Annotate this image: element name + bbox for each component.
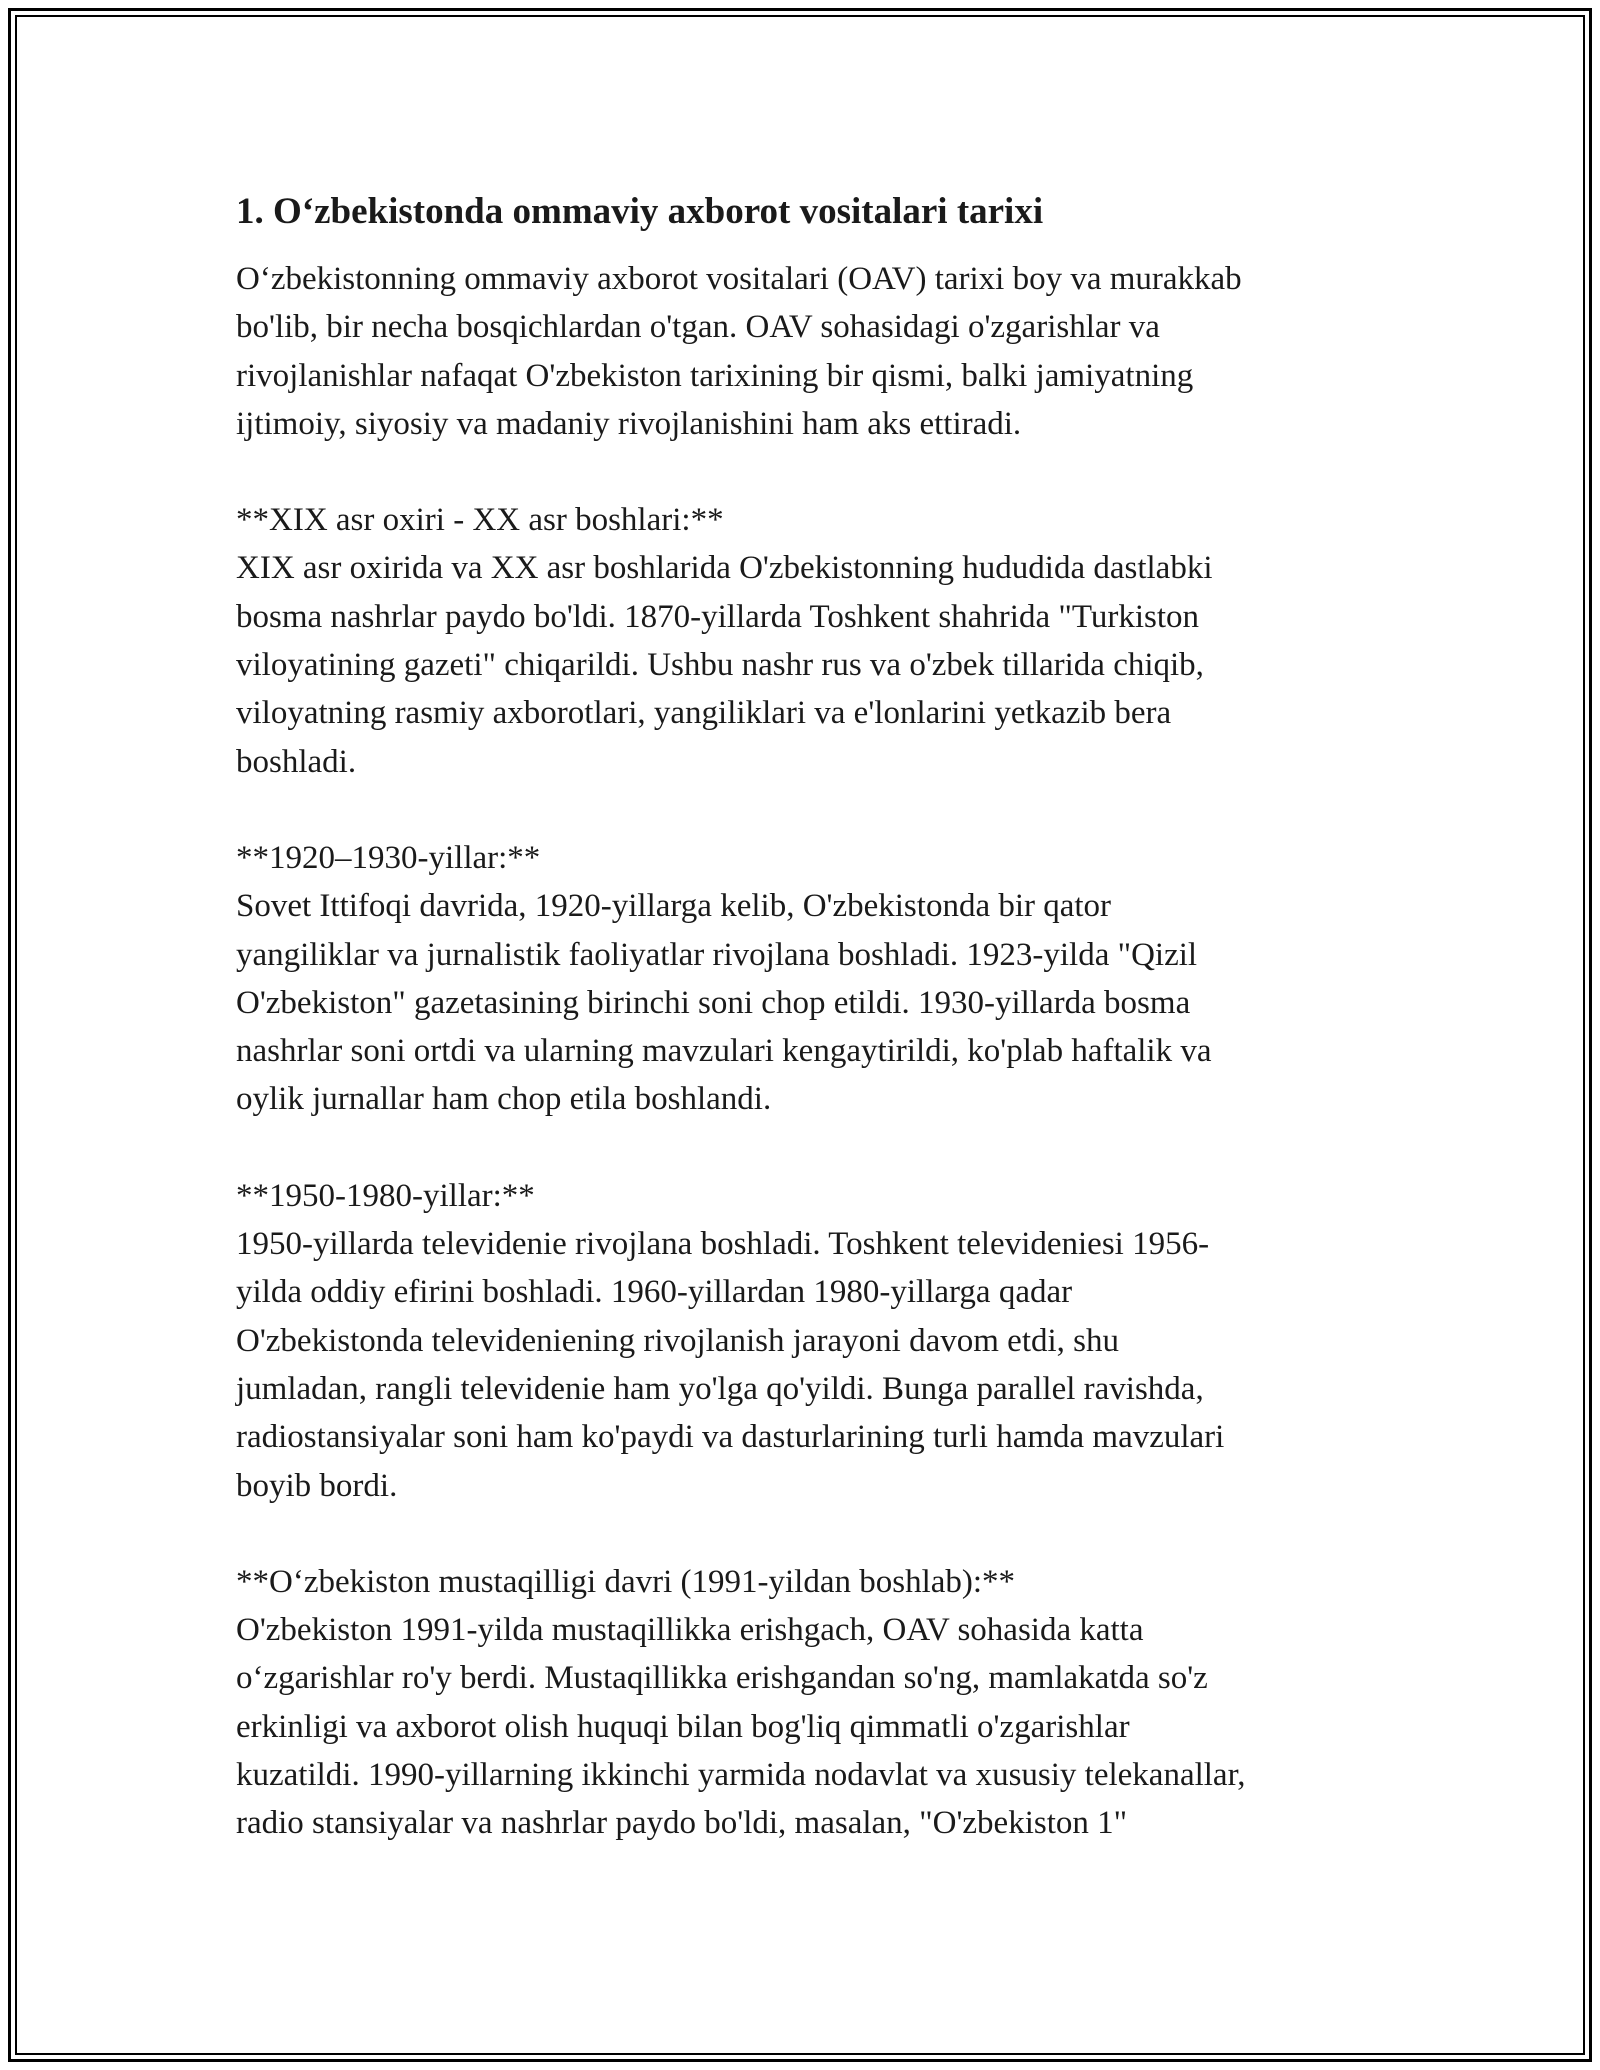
paragraph-line: O‘zbekistonning ommaviy axborot vositalari (OAV) tarixi boy va murakkab	[236, 261, 1242, 297]
paragraph-line: boyib bordi.	[236, 1467, 398, 1504]
paragraph-line: yangiliklar va jurnalistik faoliyatlar rivojlana boshladi. 1923-yilda "Qizil	[236, 936, 1198, 973]
paragraph-line: radio stansiyalar va nashrlar paydo bo'ldi, masalan, "O'zbekiston 1"	[236, 1805, 1128, 1842]
paragraph-line: jumladan, rangli televidenie ham yo'lga qo'yildi. Bunga parallel ravishda,	[236, 1370, 1204, 1407]
paragraph-line: ijtimoiy, siyosiy va madaniy rivojlanishini ham aks ettiradi.	[236, 405, 1022, 442]
section-heading: **1920–1930-yillar:**	[236, 839, 541, 876]
paragraph-line: bosma nashrlar paydo bo'ldi. 1870-yillarda Toshkent shahrida "Turkiston	[236, 598, 1199, 635]
paragraph-line: o‘zgarishlar ro'y berdi. Mustaqillikka erishgandan so'ng, mamlakatda so'z	[236, 1660, 1208, 1697]
section-heading: **O‘zbekiston mustaqilligi davri (1991-yildan boshlab):**	[236, 1563, 1016, 1600]
section-1920-1930	[236, 834, 1366, 1124]
paragraph-line: viloyatning rasmiy axborotlari, yangiliklari va e'lonlarini yetkazib bera	[236, 695, 1172, 732]
section-independence	[236, 1558, 1366, 1848]
document-title: 1. O‘zbekistonda ommaviy axborot vositalari tarixi	[236, 191, 1044, 232]
paragraph-line: O'zbekistonda televideniening rivojlanish jarayoni davom etdi, shu	[236, 1322, 1119, 1359]
paragraph-line: kuzatildi. 1990-yillarning ikkinchi yarmida nodavlat va xususiy telekanallar,	[236, 1757, 1246, 1794]
section-1950-1980	[236, 1172, 1366, 1510]
paragraph-line: viloyatining gazeti" chiqarildi. Ushbu nashr rus va o'zbek tillarida chiqib,	[236, 647, 1204, 684]
paragraph-line: 1950-yillarda televidenie rivojlana boshladi. Toshkent televideniesi 1956-	[236, 1226, 1210, 1263]
paragraph-line: O'zbekiston" gazetasining birinchi soni chop etildi. 1930-yillarda bosma	[236, 984, 1191, 1021]
section-heading: **XIX asr oxiri - XX asr boshlari:**	[236, 502, 724, 539]
paragraph-line: XIX asr oxirida va XX asr boshlarida O'zbekistonning hududida dastlabki	[236, 550, 1213, 587]
paragraph-line: erkinligi va axborot olish huquqi bilan bog'liq qimmatli o'zgarishlar	[236, 1708, 1130, 1745]
section-19th-century	[236, 496, 1366, 786]
paragraph-line: oylik jurnallar ham chop etila boshlandi.	[236, 1081, 772, 1118]
paragraph-line: yilda oddiy efirini boshladi. 1960-yillardan 1980-yillarga qadar	[236, 1274, 1073, 1311]
paragraph-line: Sovet Ittifoqi davrida, 1920-yillarga kelib, O'zbekistonda bir qator	[236, 888, 1112, 925]
paragraph-line: rivojlanishlar nafaqat O'zbekiston tarixining bir qismi, balki jamiyatning	[236, 357, 1194, 394]
document-body	[236, 186, 1366, 1896]
intro-paragraph	[236, 255, 1366, 448]
paragraph-line: bo'lib, bir necha bosqichlardan o'tgan. OAV sohasidagi o'zgarishlar va	[236, 309, 1160, 346]
paragraph-line: boshladi.	[236, 743, 357, 780]
paragraph-line: O'zbekiston 1991-yilda mustaqillikka erishgach, OAV sohasida katta	[236, 1612, 1144, 1649]
paragraph-line: radiostansiyalar soni ham ko'paydi va dasturlarining turli hamda mavzulari	[236, 1419, 1225, 1456]
paragraph-line: nashrlar soni ortdi va ularning mavzulari kengaytirildi, ko'plab haftalik va	[236, 1033, 1212, 1070]
section-heading: **1950-1980-yillar:**	[236, 1177, 535, 1214]
